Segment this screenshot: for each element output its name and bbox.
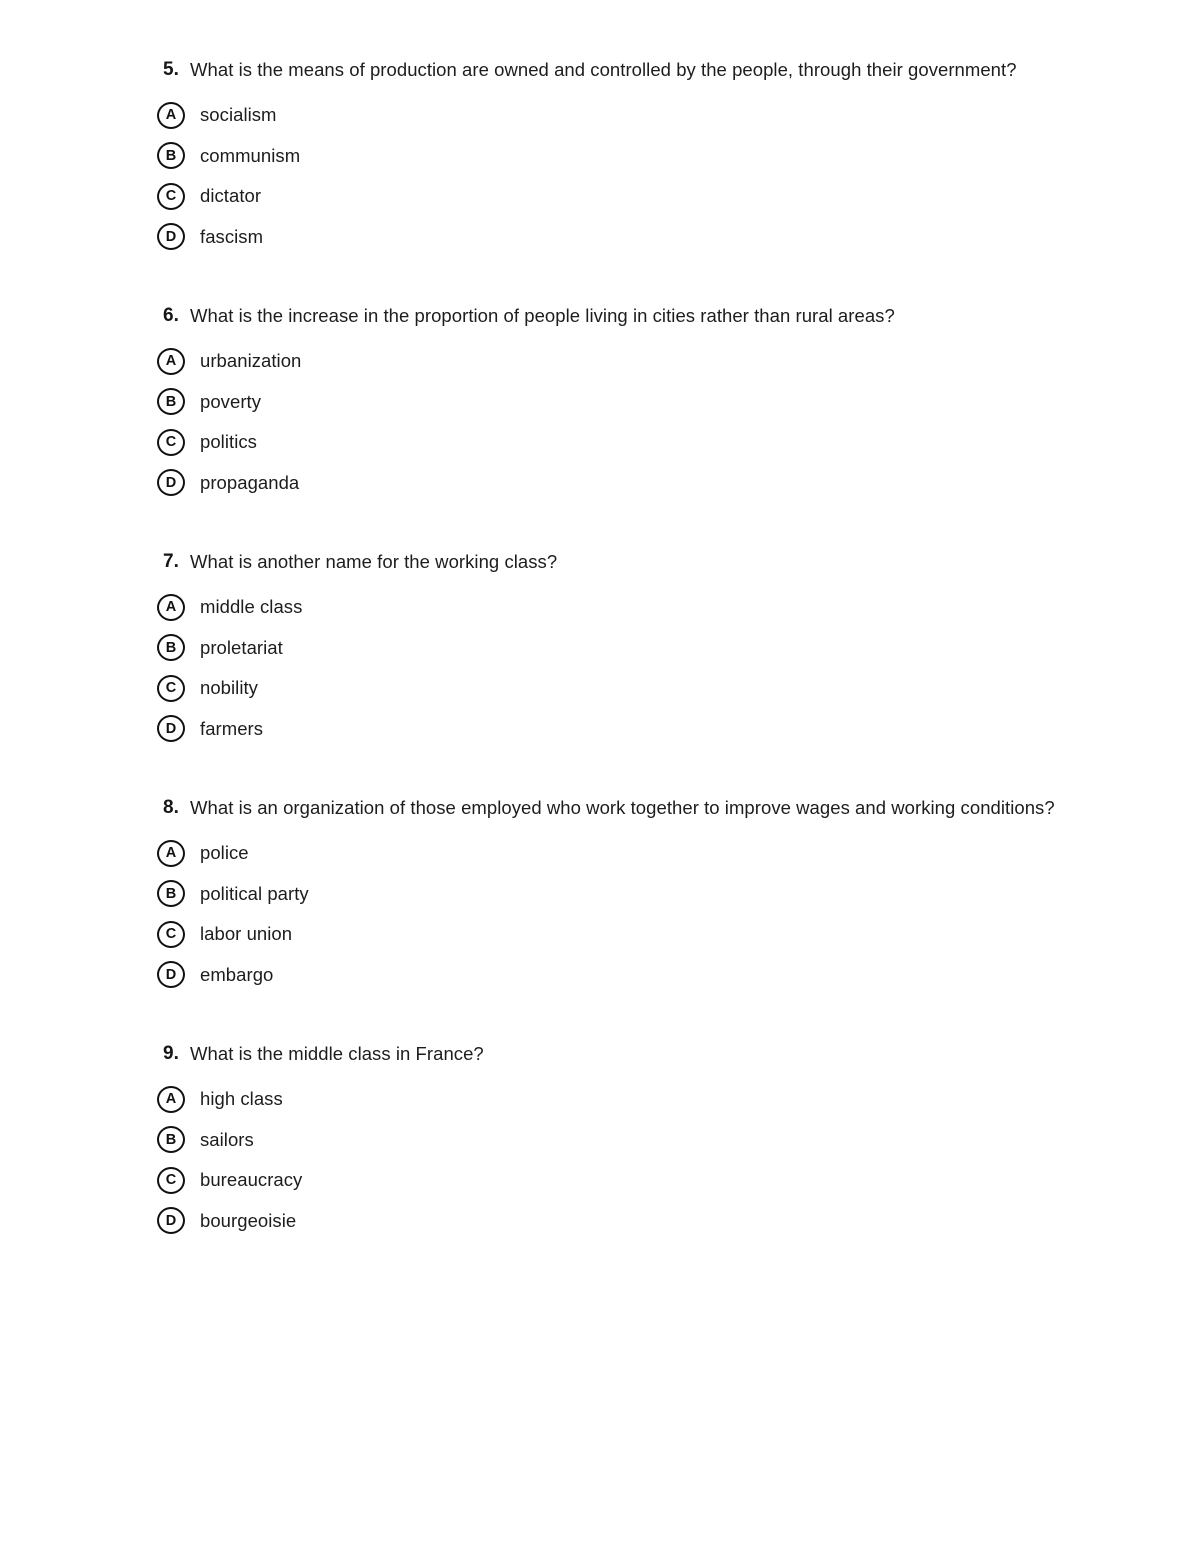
option-letter-circle-icon[interactable]: C xyxy=(157,1167,185,1194)
question-number-5: 5. xyxy=(163,59,180,80)
option-letter-circle-icon[interactable]: B xyxy=(157,142,185,169)
question-block-9 xyxy=(157,1039,1070,1241)
option-6-c[interactable] xyxy=(157,422,1070,463)
option-letter-circle-icon[interactable]: A xyxy=(157,840,185,867)
option-9-a[interactable] xyxy=(157,1079,1070,1120)
option-letter-circle-icon[interactable]: A xyxy=(157,1086,185,1113)
option-8-b[interactable] xyxy=(157,874,1070,915)
option-letter-circle-icon[interactable]: D xyxy=(157,223,185,250)
option-label: politics xyxy=(200,431,257,453)
option-label: dictator xyxy=(200,185,262,207)
option-label: propaganda xyxy=(200,471,300,493)
option-letter-circle-icon[interactable]: B xyxy=(157,388,185,415)
option-label: high class xyxy=(200,1088,283,1110)
question-heading-6 xyxy=(157,301,1070,330)
option-8-a[interactable] xyxy=(157,833,1070,874)
option-label: fascism xyxy=(200,225,264,247)
option-letter-circle-icon[interactable]: D xyxy=(157,715,185,742)
option-9-b[interactable] xyxy=(157,1120,1070,1161)
option-7-a[interactable] xyxy=(157,587,1070,628)
option-5-b[interactable] xyxy=(157,136,1070,177)
options-list-8 xyxy=(157,833,1070,995)
option-label: nobility xyxy=(200,677,258,699)
question-text-7: What is another name for the working class? xyxy=(190,551,558,572)
question-number-9: 9. xyxy=(163,1043,180,1064)
option-label: labor union xyxy=(200,923,293,945)
option-label: urbanization xyxy=(200,350,302,372)
options-list-7 xyxy=(157,587,1070,749)
question-number-6: 6. xyxy=(163,305,180,326)
option-6-a[interactable] xyxy=(157,341,1070,382)
question-text-9: What is the middle class in France? xyxy=(190,1043,484,1064)
option-9-c[interactable] xyxy=(157,1160,1070,1201)
option-7-d[interactable] xyxy=(157,709,1070,750)
option-letter-circle-icon[interactable]: D xyxy=(157,961,185,988)
question-block-6 xyxy=(157,301,1070,503)
option-label: socialism xyxy=(200,104,277,126)
option-letter-circle-icon[interactable]: C xyxy=(157,675,185,702)
option-label: embargo xyxy=(200,963,274,985)
option-5-d[interactable] xyxy=(157,217,1070,258)
question-heading-9 xyxy=(157,1039,1070,1068)
option-letter-circle-icon[interactable]: B xyxy=(157,634,185,661)
option-5-c[interactable] xyxy=(157,176,1070,217)
option-7-c[interactable] xyxy=(157,668,1070,709)
question-heading-5 xyxy=(157,55,1070,84)
option-8-c[interactable] xyxy=(157,914,1070,955)
question-text-5: What is the means of production are owned and controlled by the people, through their government? xyxy=(190,59,1017,80)
option-label: political party xyxy=(200,882,309,904)
option-7-b[interactable] xyxy=(157,628,1070,669)
question-heading-8 xyxy=(157,793,1070,822)
options-list-5 xyxy=(157,95,1070,257)
option-letter-circle-icon[interactable]: A xyxy=(157,594,185,621)
option-label: bureaucracy xyxy=(200,1169,303,1191)
option-letter-circle-icon[interactable]: C xyxy=(157,921,185,948)
option-label: proletariat xyxy=(200,636,283,658)
question-number-7: 7. xyxy=(163,551,180,572)
option-letter-circle-icon[interactable]: D xyxy=(157,469,185,496)
option-letter-circle-icon[interactable]: B xyxy=(157,880,185,907)
option-label: police xyxy=(200,842,249,864)
option-label: middle class xyxy=(200,596,303,618)
option-label: bourgeoisie xyxy=(200,1209,297,1231)
option-6-b[interactable] xyxy=(157,382,1070,423)
option-letter-circle-icon[interactable]: C xyxy=(157,429,185,456)
option-label: poverty xyxy=(200,390,262,412)
question-block-8 xyxy=(157,793,1070,995)
option-6-d[interactable] xyxy=(157,463,1070,504)
option-9-d[interactable] xyxy=(157,1201,1070,1242)
option-label: farmers xyxy=(200,717,264,739)
option-label: sailors xyxy=(200,1128,254,1150)
question-block-7 xyxy=(157,547,1070,749)
question-text-8: What is an organization of those employed who work together to improve wages and working conditions? xyxy=(190,797,1055,818)
option-letter-circle-icon[interactable]: C xyxy=(157,183,185,210)
question-text-6: What is the increase in the proportion of people living in cities rather than rural areas? xyxy=(190,305,895,326)
option-letter-circle-icon[interactable]: B xyxy=(157,1126,185,1153)
option-8-d[interactable] xyxy=(157,955,1070,996)
option-label: communism xyxy=(200,144,301,166)
options-list-9 xyxy=(157,1079,1070,1241)
options-list-6 xyxy=(157,341,1070,503)
question-number-8: 8. xyxy=(163,797,180,818)
option-letter-circle-icon[interactable]: A xyxy=(157,348,185,375)
option-letter-circle-icon[interactable]: A xyxy=(157,102,185,129)
question-heading-7 xyxy=(157,547,1070,576)
option-5-a[interactable] xyxy=(157,95,1070,136)
option-letter-circle-icon[interactable]: D xyxy=(157,1207,185,1234)
question-block-5 xyxy=(157,55,1070,257)
